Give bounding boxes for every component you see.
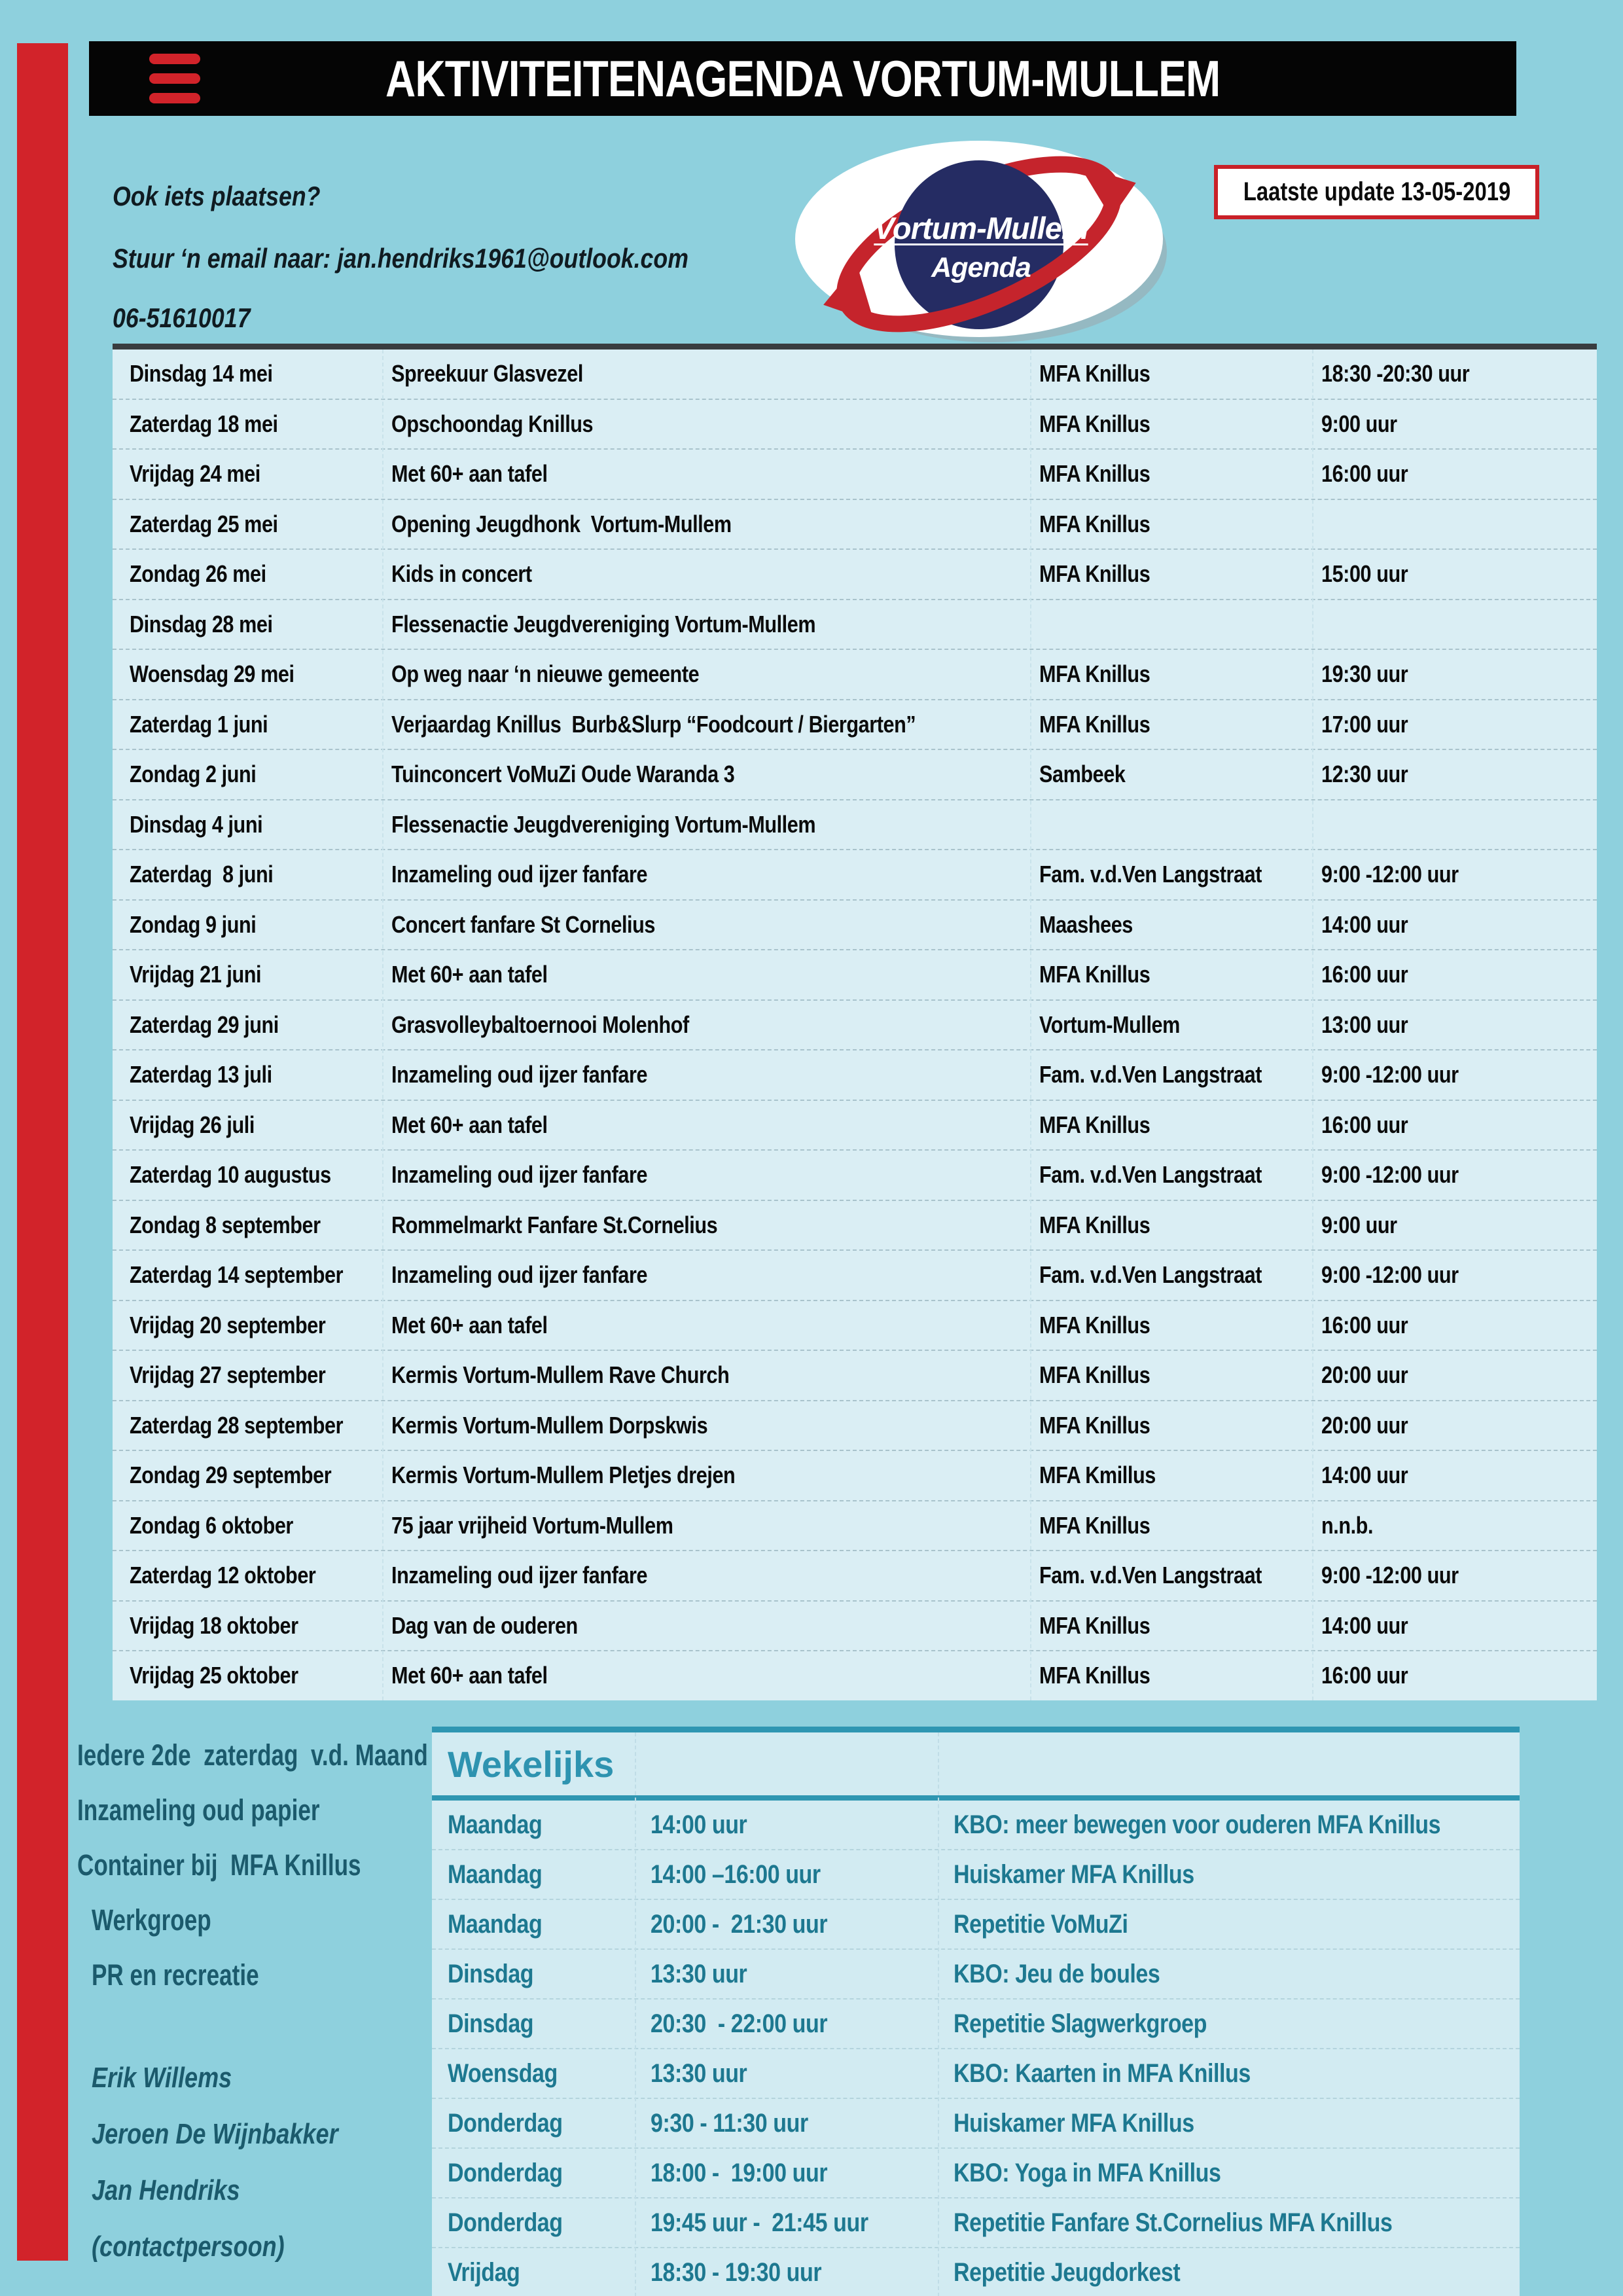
agenda-cell-event: Kermis Vortum-Mullem Rave Church — [391, 1361, 730, 1389]
agenda-cell-location: MFA Knillus — [1039, 710, 1150, 738]
weekly-cell-day: Dinsdag — [448, 1959, 534, 1988]
agenda-cell-time: 14:00 uur — [1321, 1462, 1408, 1489]
contact-email[interactable]: Stuur ‘n email naar: jan.hendriks1961@outlook.com — [113, 243, 688, 274]
weekly-cell-time: 20:30 - 22:00 uur — [651, 2009, 828, 2038]
weekly-row — [432, 1900, 1520, 1950]
agenda-cell-date: Vrijdag 25 oktober — [130, 1662, 298, 1689]
agenda-cell-event: Kermis Vortum-Mullem Pletjes drejen — [391, 1462, 736, 1489]
agenda-cell-location: MFA Knillus — [1039, 1211, 1150, 1238]
agenda-cell-event: Spreekuur Glasvezel — [391, 360, 583, 387]
agenda-cell-location: Fam. v.d.Ven Langstraat — [1039, 861, 1262, 888]
agenda-cell-location: MFA Knillus — [1039, 1411, 1150, 1439]
agenda-row — [113, 800, 1597, 851]
column-separator — [635, 1732, 636, 2296]
paper-info-line: PR en recreatie — [92, 1958, 259, 1992]
weekly-cell-description: Huiskamer MFA Knillus — [954, 2108, 1194, 2138]
weekly-row — [432, 2149, 1520, 2198]
last-update-badge: Laatste update 13-05-2019 — [1214, 165, 1539, 219]
column-separator — [1312, 350, 1313, 1700]
agenda-cell-event: Inzameling oud ijzer fanfare — [391, 1562, 648, 1589]
paper-info-line: Container bij MFA Knillus — [77, 1848, 361, 1882]
agenda-cell-time: 20:00 uur — [1321, 1361, 1408, 1389]
agenda-row — [113, 550, 1597, 600]
contact-phone: 06-51610017 — [113, 302, 251, 333]
hamburger-bar — [149, 54, 200, 64]
agenda-cell-location: MFA Knillus — [1039, 510, 1150, 537]
contact-person-name: Jan Hendriks — [92, 2174, 240, 2206]
agenda-cell-date: Zaterdag 25 mei — [130, 510, 278, 537]
agenda-row — [113, 1351, 1597, 1401]
agenda-cell-time: 19:30 uur — [1321, 660, 1408, 688]
agenda-cell-time: 14:00 uur — [1321, 910, 1408, 938]
agenda-cell-location: MFA Knillus — [1039, 961, 1150, 988]
agenda-cell-date: Dinsdag 4 juni — [130, 810, 263, 838]
agenda-row — [113, 750, 1597, 800]
logo-text-line2: Agenda — [931, 252, 1031, 283]
agenda-cell-event: Grasvolleybaltoernooi Molenhof — [391, 1011, 689, 1038]
agenda-cell-event: Met 60+ aan tafel — [391, 460, 548, 488]
agenda-row — [113, 1101, 1597, 1151]
column-separator — [1030, 350, 1031, 1700]
weekly-row — [432, 1850, 1520, 1900]
agenda-cell-date: Zaterdag 8 juni — [130, 861, 274, 888]
agenda-cell-event: Kermis Vortum-Mullem Dorpskwis — [391, 1411, 708, 1439]
agenda-row — [113, 950, 1597, 1001]
agenda-table — [113, 344, 1597, 1700]
agenda-cell-event: Met 60+ aan tafel — [391, 1311, 548, 1338]
agenda-cell-event: Rommelmarkt Fanfare St.Cornelius — [391, 1211, 718, 1238]
agenda-cell-time: 16:00 uur — [1321, 460, 1408, 488]
agenda-cell-time — [1312, 800, 1597, 850]
agenda-cell-event: Flessenactie Jeugdvereniging Vortum-Mullem — [391, 610, 816, 637]
agenda-row — [113, 1251, 1597, 1301]
contact-person-name: Jeroen De Wijnbakker — [92, 2118, 338, 2150]
agenda-cell-time: 13:00 uur — [1321, 1011, 1408, 1038]
agenda-cell-time — [1312, 600, 1597, 649]
agenda-cell-time: 9:00 uur — [1321, 1211, 1397, 1238]
weekly-title: Wekelijks — [448, 1743, 615, 1785]
agenda-cell-time: 9:00 -12:00 uur — [1321, 1562, 1459, 1589]
agenda-row — [113, 1151, 1597, 1201]
agenda-cell-time: 16:00 uur — [1321, 1111, 1408, 1138]
weekly-cell-time: 13:30 uur — [651, 1959, 747, 1988]
agenda-cell-date: Zondag 26 mei — [130, 560, 266, 588]
agenda-row — [113, 350, 1597, 400]
hamburger-bar — [149, 93, 200, 103]
agenda-cell-event: Kids in concert — [391, 560, 532, 588]
agenda-cell-location: MFA Kmillus — [1039, 1462, 1156, 1489]
weekly-table-header — [432, 1732, 1520, 1801]
column-separator — [938, 1732, 939, 2296]
agenda-row — [113, 450, 1597, 500]
weekly-row — [432, 2049, 1520, 2099]
agenda-cell-location: MFA Knillus — [1039, 660, 1150, 688]
hamburger-menu-icon[interactable] — [149, 54, 200, 103]
agenda-cell-date: Zaterdag 12 oktober — [130, 1562, 316, 1589]
weekly-cell-time: 14:00 uur — [651, 1810, 747, 1839]
agenda-cell-date: Vrijdag 27 september — [130, 1361, 326, 1389]
agenda-cell-time: 17:00 uur — [1321, 710, 1408, 738]
weekly-row — [432, 1801, 1520, 1850]
weekly-cell-description: Repetitie Fanfare St.Cornelius MFA Knillus — [954, 2208, 1393, 2237]
weekly-cell-time: 13:30 uur — [651, 2058, 747, 2088]
agenda-cell-time: 20:00 uur — [1321, 1411, 1408, 1439]
agenda-cell-date: Zondag 2 juni — [130, 761, 257, 788]
agenda-cell-date: Vrijdag 24 mei — [130, 460, 260, 488]
agenda-cell-date: Vrijdag 20 september — [130, 1311, 326, 1338]
agenda-cell-date: Dinsdag 28 mei — [130, 610, 273, 637]
weekly-cell-description: Repetitie Jeugdorkest — [954, 2257, 1181, 2287]
weekly-cell-description: KBO: Jeu de boules — [954, 1959, 1160, 1988]
agenda-cell-location: MFA Knillus — [1039, 1611, 1150, 1639]
agenda-cell-time: n.n.b. — [1321, 1511, 1374, 1539]
weekly-cell-day: Woensdag — [448, 2058, 558, 2088]
agenda-row — [113, 600, 1597, 651]
contact-person-name: Erik Willems — [92, 2062, 232, 2094]
agenda-cell-location: MFA Knillus — [1039, 410, 1150, 437]
agenda-cell-location: MFA Knillus — [1039, 1511, 1150, 1539]
weekly-cell-day: Donderdag — [448, 2208, 563, 2237]
agenda-row — [113, 1050, 1597, 1101]
agenda-cell-date: Zaterdag 13 juli — [130, 1061, 272, 1088]
agenda-cell-time: 9:00 uur — [1321, 410, 1397, 437]
weekly-cell-description: KBO: meer bewegen voor ouderen MFA Knillus — [954, 1810, 1441, 1839]
agenda-cell-location: MFA Knillus — [1039, 1311, 1150, 1338]
agenda-cell-date: Zondag 8 september — [130, 1211, 321, 1238]
agenda-cell-location: MFA Knillus — [1039, 360, 1150, 387]
agenda-row — [113, 1651, 1597, 1700]
agenda-cell-event: Dag van de ouderen — [391, 1611, 578, 1639]
weekly-table — [432, 1727, 1520, 2296]
agenda-cell-location: Fam. v.d.Ven Langstraat — [1039, 1061, 1262, 1088]
agenda-cell-location: Fam. v.d.Ven Langstraat — [1039, 1261, 1262, 1289]
agenda-cell-time: 15:00 uur — [1321, 560, 1408, 588]
agenda-cell-date: Zaterdag 28 september — [130, 1411, 344, 1439]
weekly-cell-time: 18:00 - 19:00 uur — [651, 2158, 828, 2187]
agenda-cell-time: 16:00 uur — [1321, 961, 1408, 988]
agenda-cell-location: Sambeek — [1039, 761, 1126, 788]
agenda-cell-location — [1030, 600, 1312, 649]
agenda-cell-time: 9:00 -12:00 uur — [1321, 1261, 1459, 1289]
agenda-cell-date: Dinsdag 14 mei — [130, 360, 273, 387]
agenda-row — [113, 1551, 1597, 1602]
agenda-cell-event: Met 60+ aan tafel — [391, 961, 548, 988]
agenda-row — [113, 901, 1597, 951]
agenda-cell-location: MFA Knillus — [1039, 560, 1150, 588]
agenda-cell-date: Zaterdag 14 september — [130, 1261, 344, 1289]
agenda-cell-date: Woensdag 29 mei — [130, 660, 294, 688]
left-accent-stripe — [17, 43, 68, 2261]
column-separator — [382, 350, 383, 1700]
weekly-row — [432, 1950, 1520, 2000]
agenda-cell-date: Zaterdag 10 augustus — [130, 1161, 331, 1189]
agenda-row — [113, 700, 1597, 751]
agenda-cell-time: 14:00 uur — [1321, 1611, 1408, 1639]
agenda-row — [113, 400, 1597, 450]
contact-question: Ook iets plaatsen? — [113, 181, 321, 211]
vortum-mullem-agenda-logo — [794, 139, 1168, 344]
weekly-cell-description: Repetitie VoMuZi — [954, 1909, 1128, 1939]
weekly-cell-day: Donderdag — [448, 2158, 563, 2187]
agenda-cell-event: Concert fanfare St Cornelius — [391, 910, 655, 938]
paper-info-line: Iedere 2de zaterdag v.d. Maand — [77, 1738, 428, 1772]
agenda-cell-event: Inzameling oud ijzer fanfare — [391, 861, 648, 888]
agenda-cell-event: Tuinconcert VoMuZi Oude Waranda 3 — [391, 761, 735, 788]
agenda-cell-location: Vortum-Mullem — [1039, 1011, 1180, 1038]
weekly-cell-time: 19:45 uur - 21:45 uur — [651, 2208, 868, 2237]
weekly-cell-day: Maandag — [448, 1810, 543, 1839]
logo-text-line1: Vortum-Mullem — [874, 211, 1088, 245]
agenda-row — [113, 1201, 1597, 1251]
agenda-cell-date: Zaterdag 29 juni — [130, 1011, 279, 1038]
agenda-cell-location: MFA Knillus — [1039, 1361, 1150, 1389]
agenda-cell-time: 9:00 -12:00 uur — [1321, 861, 1459, 888]
agenda-cell-event: Opschoondag Knillus — [391, 410, 594, 437]
agenda-cell-time — [1312, 500, 1597, 549]
page-title: AKTIVITEITENAGENDA VORTUM-MULLEM — [385, 50, 1221, 107]
agenda-cell-date: Zaterdag 18 mei — [130, 410, 278, 437]
weekly-row — [432, 2000, 1520, 2049]
weekly-cell-day: Maandag — [448, 1859, 543, 1889]
agenda-row — [113, 1401, 1597, 1452]
agenda-cell-time: 9:00 -12:00 uur — [1321, 1161, 1459, 1189]
weekly-cell-time: 14:00 –16:00 uur — [651, 1859, 821, 1889]
agenda-cell-location: Fam. v.d.Ven Langstraat — [1039, 1161, 1262, 1189]
agenda-cell-date: Zondag 29 september — [130, 1462, 332, 1489]
agenda-rows — [113, 350, 1597, 1700]
agenda-cell-event: 75 jaar vrijheid Vortum-Mullem — [391, 1511, 673, 1539]
agenda-cell-time: 16:00 uur — [1321, 1311, 1408, 1338]
agenda-cell-event: Opening Jeugdhonk Vortum-Mullem — [391, 510, 732, 537]
agenda-cell-time: 12:30 uur — [1321, 761, 1408, 788]
weekly-cell-description: Repetitie Slagwerkgroep — [954, 2009, 1207, 2038]
weekly-cell-time: 18:30 - 19:30 uur — [651, 2257, 822, 2287]
agenda-row — [113, 1001, 1597, 1051]
weekly-cell-time: 9:30 - 11:30 uur — [651, 2108, 808, 2138]
agenda-cell-event: Inzameling oud ijzer fanfare — [391, 1261, 648, 1289]
weekly-cell-day: Dinsdag — [448, 2009, 534, 2038]
agenda-cell-location — [1030, 800, 1312, 850]
weekly-row — [432, 2099, 1520, 2149]
agenda-cell-location: MFA Knillus — [1039, 1111, 1150, 1138]
agenda-cell-event: Inzameling oud ijzer fanfare — [391, 1061, 648, 1088]
weekly-cell-description: KBO: Kaarten in MFA Knillus — [954, 2058, 1251, 2088]
agenda-cell-event: Verjaardag Knillus Burb&Slurp “Foodcourt / Biergarten” — [391, 710, 916, 738]
agenda-row — [113, 1451, 1597, 1501]
agenda-row — [113, 650, 1597, 700]
agenda-cell-date: Vrijdag 26 juli — [130, 1111, 255, 1138]
agenda-row — [113, 1301, 1597, 1352]
agenda-cell-date: Zaterdag 1 juni — [130, 710, 268, 738]
weekly-cell-description: Huiskamer MFA Knillus — [954, 1859, 1194, 1889]
agenda-cell-date: Zondag 9 juni — [130, 910, 257, 938]
agenda-cell-date: Vrijdag 21 juni — [130, 961, 262, 988]
agenda-cell-event: Flessenactie Jeugdvereniging Vortum-Mullem — [391, 810, 816, 838]
agenda-cell-date: Zondag 6 oktober — [130, 1511, 293, 1539]
agenda-row — [113, 850, 1597, 901]
agenda-row — [113, 1602, 1597, 1652]
weekly-cell-day: Maandag — [448, 1909, 543, 1939]
paper-info-line: Werkgroep — [92, 1903, 211, 1937]
agenda-row — [113, 1501, 1597, 1552]
agenda-cell-location: Fam. v.d.Ven Langstraat — [1039, 1562, 1262, 1589]
weekly-row — [432, 2248, 1520, 2296]
hamburger-bar — [149, 73, 200, 84]
agenda-cell-event: Inzameling oud ijzer fanfare — [391, 1161, 648, 1189]
agenda-cell-time: 16:00 uur — [1321, 1662, 1408, 1689]
weekly-cell-description: KBO: Yoga in MFA Knillus — [954, 2158, 1221, 2187]
agenda-cell-location: MFA Knillus — [1039, 460, 1150, 488]
agenda-cell-location: MFA Knillus — [1039, 1662, 1150, 1689]
weekly-row — [432, 2198, 1520, 2248]
contact-person-role: (contactpersoon) — [92, 2231, 285, 2263]
weekly-cell-time: 20:00 - 21:30 uur — [651, 1909, 828, 1939]
weekly-cell-day: Vrijdag — [448, 2257, 520, 2287]
title-bar — [89, 41, 1516, 116]
agenda-cell-date: Vrijdag 18 oktober — [130, 1611, 298, 1639]
agenda-cell-time: 18:30 -20:30 uur — [1321, 360, 1470, 387]
agenda-cell-location: Maashees — [1039, 910, 1133, 938]
paper-info-line: Inzameling oud papier — [77, 1793, 320, 1827]
weekly-rows — [432, 1801, 1520, 2296]
weekly-cell-day: Donderdag — [448, 2108, 563, 2138]
agenda-cell-time: 9:00 -12:00 uur — [1321, 1061, 1459, 1088]
agenda-row — [113, 500, 1597, 550]
agenda-cell-event: Op weg naar ‘n nieuwe gemeente — [391, 660, 700, 688]
agenda-cell-event: Met 60+ aan tafel — [391, 1111, 548, 1138]
agenda-cell-event: Met 60+ aan tafel — [391, 1662, 548, 1689]
